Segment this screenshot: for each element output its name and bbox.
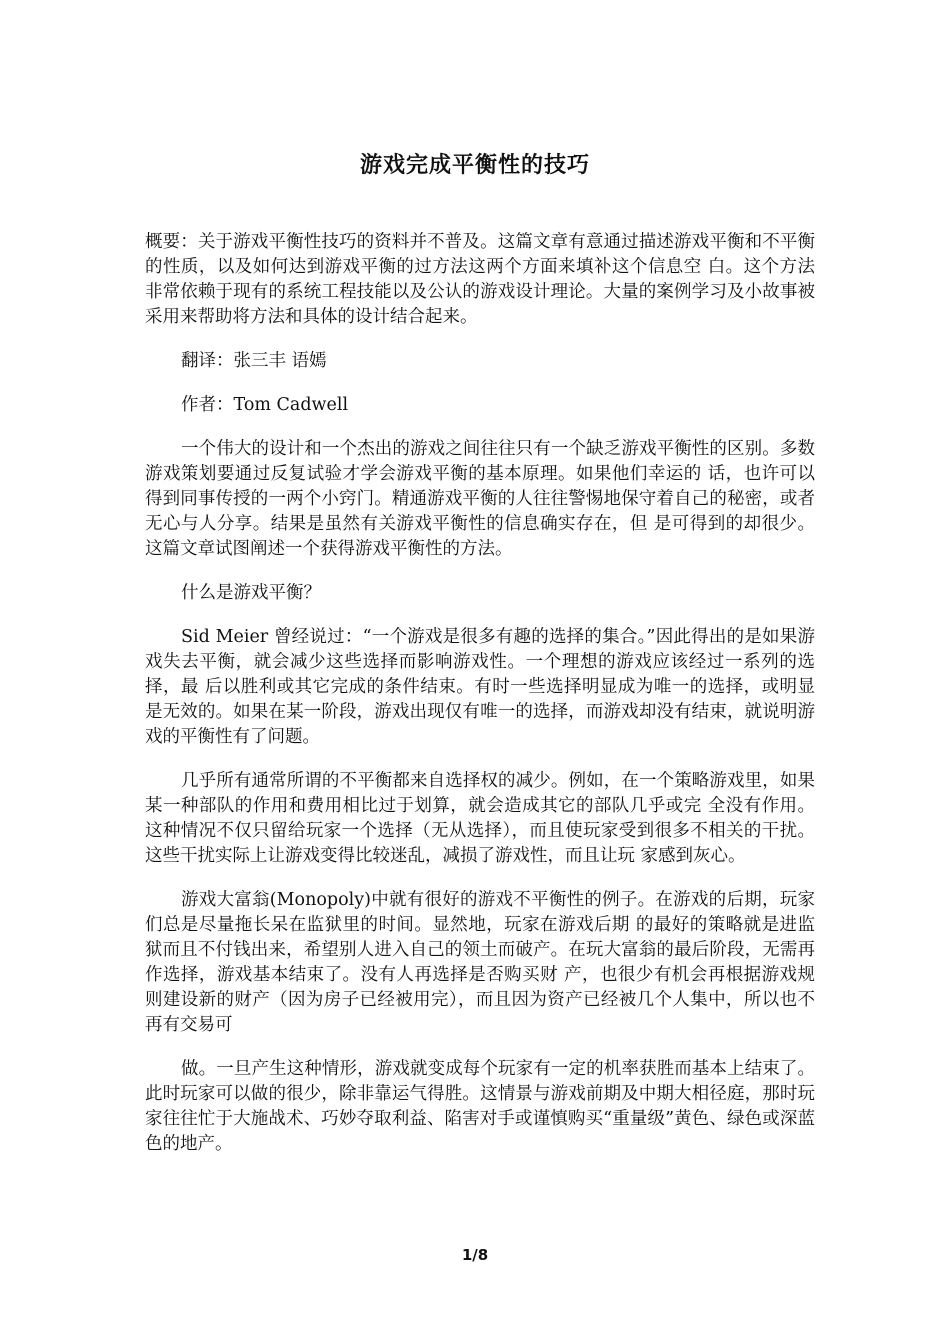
body-paragraph: 游戏大富翁(Monopoly)中就有很好的游戏不平衡性的例子。在游戏的后期，玩家们总是尽量拖长呆在监狱里的时间。显然地，玩家在游戏后期 的最好的策略就是进监狱而且不付钱出来，希望别人进入自己的领土而破产。在玩大富翁的最后阶段，无需再作选择，游戏基本结束了。没有人再选择是否购买财 产，也很少有机会再根据游戏规则建设新的财产（因为房子已经被用完），而且因为资产已经被几个人集中，所以也不再有交易可 <box>145 890 815 1035</box>
article-body <box>145 230 815 1176</box>
body-paragraph: 做。一旦产生这种情形，游戏就变成每个玩家有一定的机率获胜而基本上结束了。此时玩家可以做的很少，除非靠运气得胜。这情景与游戏前期及中期大相径庭，那时玩家往往忙于大施战术、巧妙夺取利益、陷害对手或谨慎购买“重量级”黄色、绿色或深蓝色的地产。 <box>145 1059 815 1154</box>
body-paragraph: 几乎所有通常所谓的不平衡都来自选择权的减少。例如，在一个策略游戏里，如果某一种部队的作用和费用相比过于划算，就会造成其它的部队几乎或完 全没有作用。这种情况不仅只留给玩家一个选择（无从选择），而且使玩家受到很多不相关的干扰。这些干扰实际上让游戏变得比较迷乱，减损了游戏性，而且让玩 家感到灰心。 <box>145 771 815 866</box>
intro-paragraph: 一个伟大的设计和一个杰出的游戏之间往往只有一个缺乏游戏平衡性的区别。多数游戏策划要通过反复试验才学会游戏平衡的基本原理。如果他们幸运的 话，也许可以得到同事传授的一两个小窍门。精通游戏平衡的人往往警惕地保守着自己的秘密，或者无心与人分享。结果是虽然有关游戏平衡性的信息确实存在，但 是可得到的却很少。这篇文章试图阐述一个获得游戏平衡性的方法。 <box>145 439 815 559</box>
section-heading: 什么是游戏平衡？ <box>181 583 321 603</box>
page-number: 1/8 <box>461 1246 489 1264</box>
body-paragraph: Sid Meier 曾经说过：“一个游戏是很多有趣的选择的集合。”因此得出的是如果游戏失去平衡，就会减少这些选择而影响游戏性。一个理想的游戏应该经过一系列的选择，最 后以胜利或其它完成的条件结束。有时一些选择明显成为唯一的选择，或明显是无效的。如果在某一阶段，游戏出现仅有唯一的选择，而游戏却没有结束，就说明游 戏的平衡性有了问题。 <box>145 627 815 747</box>
translator-line: 翻译：张三丰 语嫣 <box>181 351 327 371</box>
abstract-paragraph: 概要：关于游戏平衡性技巧的资料并不普及。这篇文章有意通过描述游戏平衡和不平衡的性质，以及如何达到游戏平衡的过方法这两个方面来填补这个信息空 白。这个方法非常依赖于现有的系统工程技能以及公认的游戏设计理论。大量的案例学习及小故事被采用来帮助将方法和具体的设计结合起来。 <box>145 232 815 327</box>
page-title: 游戏完成平衡性的技巧 <box>359 152 590 178</box>
author-line: 作者：Tom Cadwell <box>181 395 349 415</box>
